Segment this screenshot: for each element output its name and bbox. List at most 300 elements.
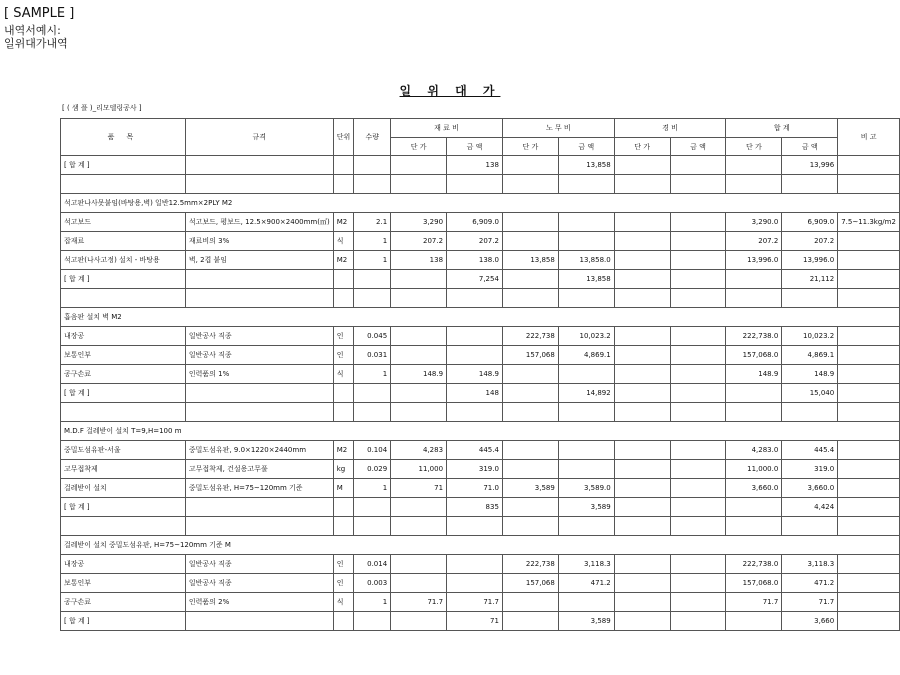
- cell-unit: 식: [333, 593, 354, 612]
- cell-labor-unit-price: 3,589: [502, 479, 558, 498]
- cell-spec: [185, 175, 333, 194]
- table-row: [61, 365, 900, 384]
- cell-remark: [838, 479, 900, 498]
- cell-total-amount: 207.2: [782, 232, 838, 251]
- header-total: 합 계: [726, 119, 838, 138]
- cell-total-amount: 4,869.1: [782, 346, 838, 365]
- cell-spec: 인력품의 1%: [185, 365, 333, 384]
- cell-qty: [354, 156, 391, 175]
- cell-remark: [838, 612, 900, 631]
- cell-labor-amount: [558, 175, 614, 194]
- description-line: 내역서예시:: [4, 24, 61, 37]
- section-title: 걸레받이 설치 중밀도섬유판, H=75~120mm 기준 M: [61, 536, 900, 555]
- cell-material-unit-price: 11,000: [391, 460, 447, 479]
- cell-total-unit-price: [726, 498, 782, 517]
- cell-labor-amount: 4,869.1: [558, 346, 614, 365]
- cell-total-amount: 471.2: [782, 574, 838, 593]
- cell-expense-amount: [670, 384, 726, 403]
- cell-labor-unit-price: [502, 175, 558, 194]
- cell-labor-amount: 471.2: [558, 574, 614, 593]
- cell-material-unit-price: [391, 517, 447, 536]
- cell-material-amount: 7,254: [447, 270, 503, 289]
- cell-labor-amount: 10,023.2: [558, 327, 614, 346]
- cell-item: [ 합 계 ]: [61, 612, 186, 631]
- cell-material-amount: [447, 555, 503, 574]
- cell-total-amount: 3,118.3: [782, 555, 838, 574]
- table-row: [61, 403, 900, 422]
- description-line: 일위대가내역: [4, 37, 68, 50]
- cell-unit: [333, 175, 354, 194]
- cell-unit: 인: [333, 327, 354, 346]
- cell-total-amount: 6,909.0: [782, 213, 838, 232]
- cell-item: [61, 403, 186, 422]
- table-row: [61, 232, 900, 251]
- cell-unit: [333, 403, 354, 422]
- header-labor: 노 무 비: [502, 119, 614, 138]
- cell-expense-unit-price: [614, 593, 670, 612]
- cell-remark: [838, 460, 900, 479]
- table-row: [61, 479, 900, 498]
- cell-unit: M: [333, 479, 354, 498]
- cell-total-amount: 4,424: [782, 498, 838, 517]
- cell-qty: 1: [354, 479, 391, 498]
- cell-expense-unit-price: [614, 270, 670, 289]
- cell-labor-amount: 3,589: [558, 612, 614, 631]
- header-unit-price: 단 가: [614, 138, 670, 156]
- cell-total-unit-price: [726, 156, 782, 175]
- table-row: [61, 156, 900, 175]
- cell-labor-amount: 3,589.0: [558, 479, 614, 498]
- cell-spec: 재료비의 3%: [185, 232, 333, 251]
- cell-item: [61, 175, 186, 194]
- table-row: [61, 574, 900, 593]
- cell-qty: 0.029: [354, 460, 391, 479]
- cell-qty: 1: [354, 593, 391, 612]
- cell-labor-amount: [558, 365, 614, 384]
- cell-total-unit-price: [726, 612, 782, 631]
- cell-remark: [838, 517, 900, 536]
- cell-expense-unit-price: [614, 232, 670, 251]
- header-expense: 경 비: [614, 119, 726, 138]
- cell-spec: 일반공사 직종: [185, 327, 333, 346]
- cell-unit: [333, 289, 354, 308]
- cell-material-amount: 207.2: [447, 232, 503, 251]
- cell-labor-amount: 13,858.0: [558, 251, 614, 270]
- cell-expense-unit-price: [614, 574, 670, 593]
- cell-material-amount: [447, 517, 503, 536]
- cell-labor-amount: 13,858: [558, 156, 614, 175]
- cell-material-unit-price: [391, 555, 447, 574]
- cell-remark: [838, 346, 900, 365]
- cell-expense-amount: [670, 251, 726, 270]
- cell-labor-unit-price: [502, 441, 558, 460]
- cell-item: 보통인부: [61, 346, 186, 365]
- cell-expense-unit-price: [614, 498, 670, 517]
- cell-material-amount: 71: [447, 612, 503, 631]
- cell-spec: 인력품의 2%: [185, 593, 333, 612]
- cell-item: 석고판(나사고정) 설치 - 바탕용: [61, 251, 186, 270]
- cell-unit: 식: [333, 232, 354, 251]
- cell-expense-amount: [670, 574, 726, 593]
- cell-material-unit-price: [391, 574, 447, 593]
- cell-expense-unit-price: [614, 479, 670, 498]
- cell-expense-unit-price: [614, 346, 670, 365]
- cell-material-amount: 835: [447, 498, 503, 517]
- cell-remark: [838, 574, 900, 593]
- cell-labor-unit-price: [502, 289, 558, 308]
- cell-labor-unit-price: [502, 232, 558, 251]
- cell-spec: 고무접착제, 건설용고무풀: [185, 460, 333, 479]
- cell-remark: [838, 498, 900, 517]
- cell-unit: 식: [333, 365, 354, 384]
- table-row: [61, 422, 900, 441]
- cell-expense-amount: [670, 346, 726, 365]
- cell-total-amount: 319.0: [782, 460, 838, 479]
- cell-spec: [185, 517, 333, 536]
- cell-total-amount: 13,996.0: [782, 251, 838, 270]
- cell-material-unit-price: 207.2: [391, 232, 447, 251]
- cell-expense-amount: [670, 555, 726, 574]
- cell-total-unit-price: 71.7: [726, 593, 782, 612]
- table-row: [61, 441, 900, 460]
- header-amount: 금 액: [670, 138, 726, 156]
- document-title: 일 위 대 가: [399, 84, 501, 98]
- cell-material-amount: 148.9: [447, 365, 503, 384]
- cell-labor-unit-price: [502, 612, 558, 631]
- cell-qty: 0.003: [354, 574, 391, 593]
- cell-material-amount: 319.0: [447, 460, 503, 479]
- cell-material-unit-price: [391, 270, 447, 289]
- cell-item: [61, 289, 186, 308]
- cell-material-unit-price: 71.7: [391, 593, 447, 612]
- cell-expense-amount: [670, 460, 726, 479]
- table-row: [61, 593, 900, 612]
- cell-expense-amount: [670, 270, 726, 289]
- cell-total-unit-price: [726, 403, 782, 422]
- cell-total-unit-price: 3,660.0: [726, 479, 782, 498]
- cell-material-unit-price: 71: [391, 479, 447, 498]
- cell-remark: [838, 593, 900, 612]
- cell-expense-amount: [670, 479, 726, 498]
- cell-expense-unit-price: [614, 460, 670, 479]
- cell-labor-unit-price: [502, 460, 558, 479]
- cell-labor-amount: [558, 441, 614, 460]
- table-row: [61, 289, 900, 308]
- cell-expense-amount: [670, 498, 726, 517]
- cell-material-amount: [447, 289, 503, 308]
- cell-total-unit-price: 148.9: [726, 365, 782, 384]
- table-row: [61, 612, 900, 631]
- header-unit-price: 단 가: [391, 138, 447, 156]
- cell-qty: [354, 384, 391, 403]
- cell-labor-unit-price: 222,738: [502, 327, 558, 346]
- cell-remark: 7.5~11.3kg/m2: [838, 213, 900, 232]
- cell-labor-unit-price: [502, 270, 558, 289]
- cell-total-amount: 13,996: [782, 156, 838, 175]
- cell-labor-unit-price: [502, 384, 558, 403]
- cell-unit: kg: [333, 460, 354, 479]
- cell-item: 공구손료: [61, 365, 186, 384]
- cell-expense-unit-price: [614, 327, 670, 346]
- table-row: [61, 498, 900, 517]
- cell-qty: 2.1: [354, 213, 391, 232]
- cell-expense-unit-price: [614, 517, 670, 536]
- table-row: [61, 251, 900, 270]
- cell-labor-unit-price: 222,738: [502, 555, 558, 574]
- header-amount: 금 액: [447, 138, 503, 156]
- cell-material-unit-price: [391, 612, 447, 631]
- cell-total-amount: 148.9: [782, 365, 838, 384]
- cell-total-amount: 445.4: [782, 441, 838, 460]
- cell-labor-amount: 14,892: [558, 384, 614, 403]
- cell-item: 공구손료: [61, 593, 186, 612]
- cell-remark: [838, 365, 900, 384]
- cell-unit: 인: [333, 574, 354, 593]
- cell-total-unit-price: [726, 289, 782, 308]
- table-row: [61, 327, 900, 346]
- cell-expense-amount: [670, 612, 726, 631]
- cell-material-unit-price: 138: [391, 251, 447, 270]
- cell-material-amount: 148: [447, 384, 503, 403]
- cell-item: 중밀도섬유판-서울: [61, 441, 186, 460]
- cell-labor-amount: [558, 517, 614, 536]
- unit-cost-table: [60, 118, 900, 631]
- cell-labor-amount: [558, 460, 614, 479]
- cell-labor-amount: 3,118.3: [558, 555, 614, 574]
- cell-total-unit-price: 4,283.0: [726, 441, 782, 460]
- table-row: [61, 270, 900, 289]
- cell-labor-unit-price: 13,858: [502, 251, 558, 270]
- cell-qty: [354, 517, 391, 536]
- table-row: [61, 194, 900, 213]
- cell-material-amount: 71.0: [447, 479, 503, 498]
- cell-item: [ 합 계 ]: [61, 498, 186, 517]
- cell-material-unit-price: [391, 403, 447, 422]
- header-material: 재 료 비: [391, 119, 503, 138]
- cell-labor-unit-price: [502, 498, 558, 517]
- cell-total-unit-price: [726, 270, 782, 289]
- cell-expense-unit-price: [614, 213, 670, 232]
- cell-total-amount: 71.7: [782, 593, 838, 612]
- header-spec: 규격: [185, 119, 333, 156]
- cell-remark: [838, 555, 900, 574]
- header-remark: 비 고: [838, 119, 900, 156]
- cell-material-amount: 445.4: [447, 441, 503, 460]
- cell-expense-unit-price: [614, 365, 670, 384]
- cell-remark: [838, 270, 900, 289]
- cell-spec: 벽, 2겹 붙임: [185, 251, 333, 270]
- cell-qty: [354, 612, 391, 631]
- cell-labor-unit-price: [502, 213, 558, 232]
- cell-item: 보통인부: [61, 574, 186, 593]
- cell-expense-unit-price: [614, 612, 670, 631]
- cell-material-amount: [447, 574, 503, 593]
- section-title: 흡음판 설치 벽 M2: [61, 308, 900, 327]
- cell-expense-unit-price: [614, 156, 670, 175]
- cell-remark: [838, 175, 900, 194]
- cell-qty: [354, 270, 391, 289]
- cell-unit: 인: [333, 555, 354, 574]
- header-qty: 수량: [354, 119, 391, 156]
- header-unit-price: 단 가: [726, 138, 782, 156]
- cell-spec: [185, 289, 333, 308]
- cell-item: [61, 517, 186, 536]
- cell-total-unit-price: [726, 517, 782, 536]
- cell-total-unit-price: 207.2: [726, 232, 782, 251]
- cell-total-unit-price: 222,738.0: [726, 327, 782, 346]
- cell-material-amount: [447, 346, 503, 365]
- cell-total-amount: 3,660.0: [782, 479, 838, 498]
- cell-qty: 1: [354, 365, 391, 384]
- cell-qty: 0.045: [354, 327, 391, 346]
- cell-material-unit-price: [391, 498, 447, 517]
- cell-unit: [333, 270, 354, 289]
- cell-material-unit-price: [391, 327, 447, 346]
- cell-material-unit-price: [391, 156, 447, 175]
- cell-material-amount: 6,909.0: [447, 213, 503, 232]
- cell-spec: [185, 498, 333, 517]
- table-row: [61, 536, 900, 555]
- cell-total-unit-price: [726, 175, 782, 194]
- cell-material-unit-price: 4,283: [391, 441, 447, 460]
- cell-item: 잡재료: [61, 232, 186, 251]
- cell-total-amount: 10,023.2: [782, 327, 838, 346]
- cell-qty: 0.014: [354, 555, 391, 574]
- cell-unit: [333, 498, 354, 517]
- cell-unit: M2: [333, 213, 354, 232]
- cell-expense-amount: [670, 289, 726, 308]
- cell-expense-amount: [670, 365, 726, 384]
- cell-remark: [838, 327, 900, 346]
- cell-labor-amount: [558, 403, 614, 422]
- cell-remark: [838, 156, 900, 175]
- cell-total-unit-price: 3,290.0: [726, 213, 782, 232]
- cell-material-amount: [447, 327, 503, 346]
- cell-qty: 0.104: [354, 441, 391, 460]
- header-item: 품 목: [61, 119, 186, 156]
- cell-spec: 중밀도섬유판, 9.0×1220×2440mm: [185, 441, 333, 460]
- cell-labor-amount: 3,589: [558, 498, 614, 517]
- table-row: [61, 517, 900, 536]
- cell-total-unit-price: 157,068.0: [726, 346, 782, 365]
- cell-total-amount: [782, 175, 838, 194]
- cell-total-unit-price: [726, 384, 782, 403]
- cell-item: 석고보드: [61, 213, 186, 232]
- cell-total-unit-price: 157,068.0: [726, 574, 782, 593]
- cell-expense-unit-price: [614, 441, 670, 460]
- cell-expense-unit-price: [614, 251, 670, 270]
- cell-spec: 일반공사 직종: [185, 346, 333, 365]
- table-row: [61, 175, 900, 194]
- section-title: M.D.F 걸레받이 설치 T=9,H=100 m: [61, 422, 900, 441]
- cell-unit: [333, 612, 354, 631]
- cell-material-amount: 138.0: [447, 251, 503, 270]
- cell-item: 내장공: [61, 555, 186, 574]
- cell-expense-amount: [670, 213, 726, 232]
- cell-remark: [838, 403, 900, 422]
- cell-labor-amount: [558, 232, 614, 251]
- cell-remark: [838, 441, 900, 460]
- header-amount: 금 액: [782, 138, 838, 156]
- cell-spec: 석고보드, 평보드, 12.5×900×2400mm(㎡): [185, 213, 333, 232]
- cell-item: 걸레받이 설치: [61, 479, 186, 498]
- cell-labor-unit-price: [502, 403, 558, 422]
- cell-labor-unit-price: 157,068: [502, 346, 558, 365]
- cell-expense-amount: [670, 593, 726, 612]
- cell-spec: [185, 270, 333, 289]
- table-row: [61, 308, 900, 327]
- table-row: [61, 555, 900, 574]
- table-row: [61, 346, 900, 365]
- cell-material-unit-price: [391, 384, 447, 403]
- cell-expense-unit-price: [614, 175, 670, 194]
- header-amount: 금 액: [558, 138, 614, 156]
- header-unit-price: 단 가: [502, 138, 558, 156]
- cell-labor-amount: [558, 289, 614, 308]
- cell-material-unit-price: [391, 346, 447, 365]
- cell-material-amount: [447, 403, 503, 422]
- sample-label: [ SAMPLE ]: [4, 6, 75, 21]
- cell-spec: 일반공사 직종: [185, 555, 333, 574]
- cell-expense-amount: [670, 175, 726, 194]
- cell-labor-amount: 13,858: [558, 270, 614, 289]
- cell-total-amount: 3,660: [782, 612, 838, 631]
- cell-unit: [333, 384, 354, 403]
- cell-material-unit-price: 3,290: [391, 213, 447, 232]
- cell-total-unit-price: 222,738.0: [726, 555, 782, 574]
- header-unit: 단위: [333, 119, 354, 156]
- cell-unit: 인: [333, 346, 354, 365]
- cell-unit: [333, 517, 354, 536]
- cell-total-amount: 21,112: [782, 270, 838, 289]
- cell-expense-amount: [670, 517, 726, 536]
- cell-spec: [185, 403, 333, 422]
- cell-unit: M2: [333, 251, 354, 270]
- cell-remark: [838, 232, 900, 251]
- cell-expense-amount: [670, 403, 726, 422]
- cell-material-unit-price: [391, 175, 447, 194]
- cell-labor-unit-price: [502, 593, 558, 612]
- cell-spec: [185, 384, 333, 403]
- cell-material-amount: 71.7: [447, 593, 503, 612]
- project-name: [ ( 샘 플 )_리모델링공사 ]: [62, 104, 142, 112]
- cell-item: 내장공: [61, 327, 186, 346]
- cell-expense-amount: [670, 156, 726, 175]
- cell-item: 고무접착제: [61, 460, 186, 479]
- cell-qty: [354, 498, 391, 517]
- cell-labor-unit-price: [502, 517, 558, 536]
- cell-labor-unit-price: [502, 365, 558, 384]
- table-row: [61, 384, 900, 403]
- cell-total-amount: 15,040: [782, 384, 838, 403]
- cell-qty: 1: [354, 232, 391, 251]
- cell-expense-unit-price: [614, 384, 670, 403]
- cell-unit: M2: [333, 441, 354, 460]
- cell-unit: [333, 156, 354, 175]
- cell-material-amount: [447, 175, 503, 194]
- cell-item: [ 합 계 ]: [61, 384, 186, 403]
- cell-labor-unit-price: 157,068: [502, 574, 558, 593]
- cell-qty: 0.031: [354, 346, 391, 365]
- cell-remark: [838, 384, 900, 403]
- cell-labor-unit-price: [502, 156, 558, 175]
- cell-expense-unit-price: [614, 555, 670, 574]
- cell-item: [ 합 계 ]: [61, 270, 186, 289]
- cell-labor-amount: [558, 213, 614, 232]
- cell-expense-unit-price: [614, 403, 670, 422]
- cell-qty: [354, 175, 391, 194]
- cell-expense-amount: [670, 327, 726, 346]
